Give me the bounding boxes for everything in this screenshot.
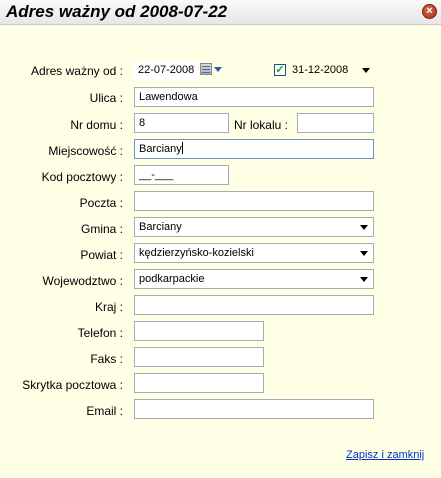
close-icon[interactable]: ×	[422, 4, 437, 19]
valid-from-date-input[interactable]: 22-07-2008	[134, 61, 198, 81]
chevron-down-icon	[360, 225, 368, 230]
street-label: Ulica :	[89, 91, 123, 105]
save-and-close-link[interactable]: Zapisz i zamknij	[346, 449, 425, 461]
calendar-dropdown-arrow-icon[interactable]	[214, 67, 222, 72]
commune-select[interactable]	[134, 217, 374, 237]
postal-code-input[interactable]: __-___	[134, 165, 229, 185]
district-select[interactable]	[134, 243, 374, 263]
voivodeship-select[interactable]	[134, 269, 374, 289]
country-input[interactable]	[134, 295, 374, 315]
commune-label: Gmina :	[80, 222, 123, 236]
street-input[interactable]: Lawendowa	[134, 87, 374, 107]
commune-value: Barciany	[139, 221, 182, 233]
city-value: Barciany	[139, 143, 182, 155]
po-box-input[interactable]	[134, 373, 264, 393]
district-value: kędzierzyńsko-kozielski	[139, 247, 254, 259]
fax-input[interactable]	[134, 347, 264, 367]
po-box-label: Skrytka pocztowa :	[22, 378, 123, 392]
flat-number-label: Nr lokalu :	[233, 118, 288, 132]
post-office-input[interactable]	[134, 191, 374, 211]
voivodeship-label: Wojewodztwo :	[42, 274, 123, 288]
house-number-input[interactable]: 8	[134, 113, 229, 133]
valid-to-date-select[interactable]	[288, 61, 375, 81]
calendar-icon[interactable]	[200, 63, 212, 75]
email-label: Email :	[86, 404, 123, 418]
flat-number-input[interactable]	[297, 113, 374, 133]
text-cursor	[182, 142, 183, 154]
district-label: Powiat :	[80, 248, 123, 262]
post-office-label: Poczta :	[79, 196, 123, 210]
chevron-down-icon	[360, 251, 368, 256]
chevron-down-icon	[360, 277, 368, 282]
valid-to-checkbox[interactable]: ✓	[275, 64, 285, 76]
phone-label: Telefon :	[77, 326, 123, 340]
house-number-label: Nr domu :	[70, 118, 123, 132]
postal-code-label: Kod pocztowy :	[41, 170, 123, 184]
voivodeship-value: podkarpackie	[139, 273, 205, 285]
country-label: Kraj :	[94, 300, 123, 314]
valid-from-label: Adres ważny od :	[30, 64, 123, 78]
city-input[interactable]	[134, 139, 374, 159]
chevron-down-icon	[362, 68, 370, 73]
phone-input[interactable]	[134, 321, 264, 341]
city-label: Miejscowość :	[48, 144, 123, 158]
fax-label: Faks :	[90, 352, 123, 366]
title-bar	[0, 0, 441, 25]
window-title: Adres ważny od 2008-07-22	[6, 2, 228, 21]
email-input[interactable]	[134, 399, 374, 419]
valid-to-date-value: 31-12-2008	[292, 64, 349, 76]
